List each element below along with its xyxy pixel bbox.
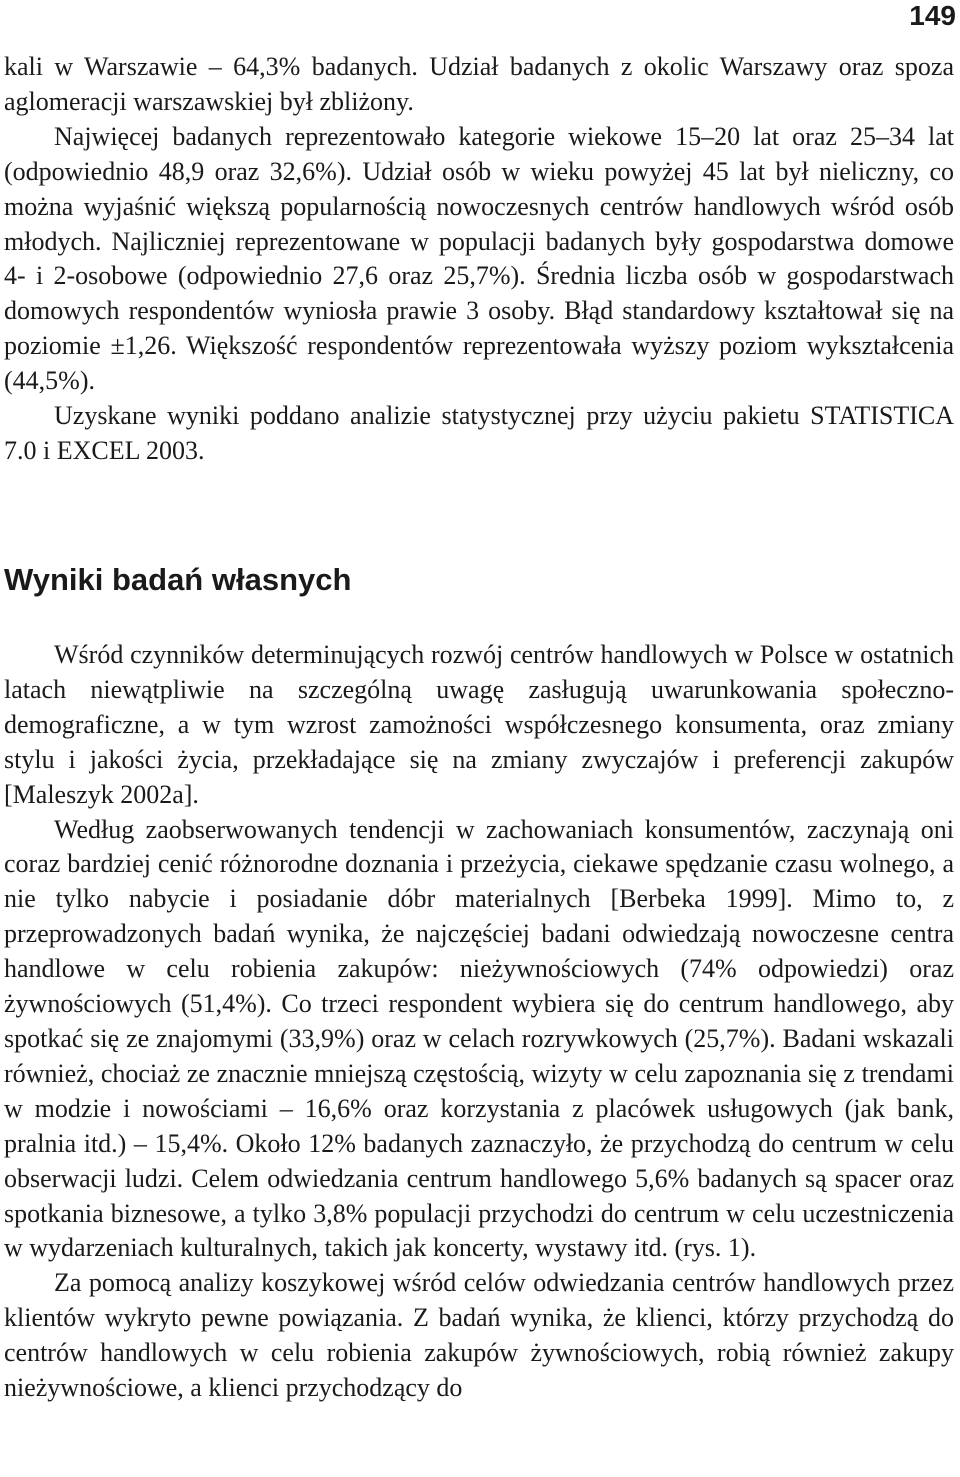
section-paragraph-visit-purposes: Według zaobserwowanych tendencji w zachowaniach konsumentów, zaczynają oni coraz bardziej cenić różnorodne doznania i przeżycia, ciekawe spędzanie czasu wolnego, a nie tylko nabycie i posiadanie dóbr materialnych [Berbeka 1999]. Mimo to, z przeprowadzonych badań wynika, że najczęściej badani odwiedzają nowoczesne centra handlowe w celu robienia zakupów: nieżywnościowych (74% odpowiedzi) oraz żywnościowych (51,4%). Co trzeci respondent wybiera się do centrum handlowego, aby spotkać się ze znajomymi (33,9%) oraz w celach rozrywkowych (25,7%). Badani wskazali również, chociaż ze znacznie mniejszą częstością, wizyty w celu zapoznania się z trendami w modzie i nowościami – 16,6% oraz korzystania z placówek usługowych (jak bank, pralnia itd.) – 15,4%. Około 12% badanych zaznaczyło, że przychodzą do centrum w celu obserwacji ludzi. Celem odwiedzania centrum handlowego 5,6% badanych są spacer oraz spotkania biznesowe, a tylko 3,8% populacji przychodzi do centrum w celu uczestniczenia w wydarzeniach kulturalnych, takich jak koncerty, wystawy itd. (rys. 1). xyxy=(4,814,954,1263)
section-text-block xyxy=(4,638,954,1406)
section-paragraph-determinants: Wśród czynników determinujących rozwój centrów handlowych w Polsce w ostatnich latach niewątpliwie na szczególną uwagę zasługują uwarunkowania społeczno-demograficzne, a w tym wzrost zamożności współczesnego konsumenta, oraz zmiany stylu i jakości życia, przekładające się na zmiany zwyczajów i preferencji zakupów [Maleszyk 2002a]. xyxy=(4,640,954,809)
section-heading: Wyniki badań własnych xyxy=(4,562,352,597)
intro-paragraph-continuation: kali w Warszawie – 64,3% badanych. Udział badanych z okolic Warszawy oraz spoza aglomeracji warszawskiej był zbliżony. xyxy=(4,52,954,116)
page-number: 149 xyxy=(909,0,956,31)
intro-paragraph-demographics: Najwięcej badanych reprezentowało kategorie wiekowe 15–20 lat oraz 25–34 lat (odpowiednio 48,9 oraz 32,6%). Udział osób w wieku powyżej 45 lat był nieliczny, co można wyjaśnić większą popularnością nowoczesnych centrów handlowych wśród osób młodych. Najliczniej reprezentowane w populacji badanych były gospodarstwa domowe 4- i 2-osobowe (odpowiednio 27,6 oraz 25,7%). Średnia liczba osób w gospodarstwach domowych respondentów wyniosła prawie 3 osoby. Błąd standardowy kształtował się na poziomie ±1,26. Większość respondentów reprezentowała wyższy poziom wykształcenia (44,5%). xyxy=(4,121,954,396)
intro-paragraph-software: Uzyskane wyniki poddano analizie statystycznej przy użyciu pakietu STATISTICA 7.0 i EXCEL 2003. xyxy=(4,401,954,465)
intro-text-block xyxy=(4,50,954,469)
section-paragraph-basket-analysis: Za pomocą analizy koszykowej wśród celów odwiedzania centrów handlowych przez klientów wykryto pewne powiązania. Z badań wynika, że klienci, którzy przychodzą do centrów handlowych w celu robienia zakupów żywnościowych, robią również zakupy nieżywnościowe, a klienci przychodzący do xyxy=(4,1268,954,1403)
